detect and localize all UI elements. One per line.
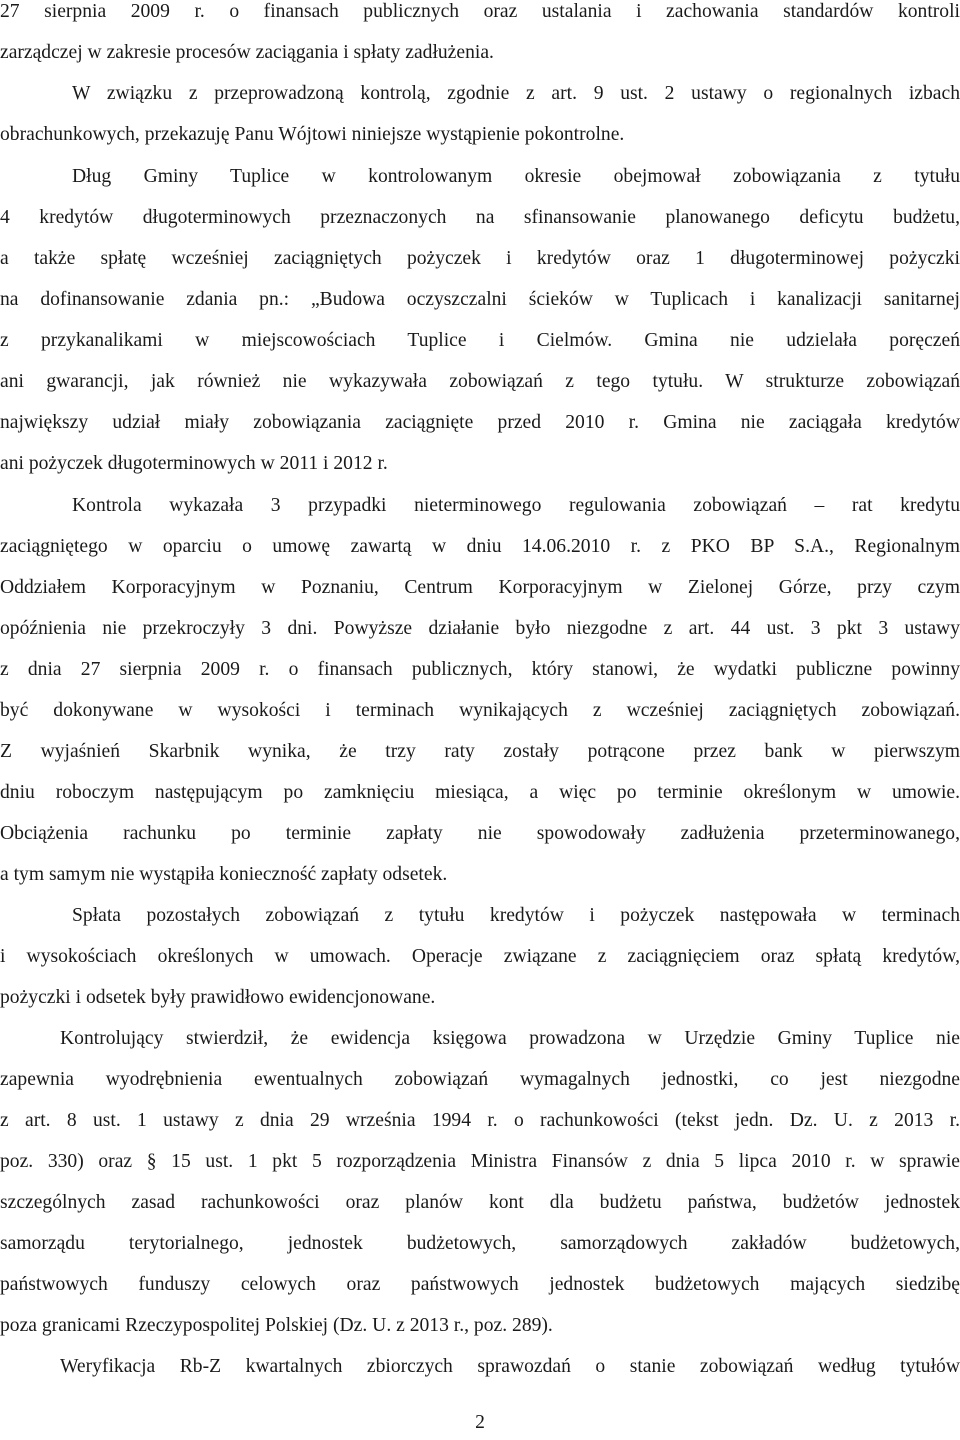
text-line: poz. 330) oraz § 15 ust. 1 pkt 5 rozporządzenia Ministra Finansów z dnia 5 lipca 2010 r. w sprawie [0, 1151, 960, 1172]
text-line: obrachunkowych, przekazuję Panu Wójtowi niniejsze wystąpienie pokontrolne. [0, 124, 625, 145]
text-line: szczególnych zasad rachunkowości oraz planów kont dla budżetu państwa, budżetów jednostek [0, 1192, 960, 1213]
text-line: 4 kredytów długoterminowych przeznaczonych na sfinansowanie planowanego deficytu budżetu, [0, 207, 960, 228]
text-line: W związku z przeprowadzoną kontrolą, zgodnie z art. 9 ust. 2 ustawy o regionalnych izbach [72, 83, 960, 104]
text-line: Weryfikacja Rb-Z kwartalnych zbiorczych sprawozdań o stanie zobowiązań według tytułów [60, 1356, 960, 1377]
text-line: samorządu terytorialnego, jednostek budżetowych, samorządowych zakładów budżetowych, [0, 1233, 960, 1254]
text-line: Kontrolujący stwierdził, że ewidencja księgowa prowadzona w Urzędzie Gminy Tuplice nie [60, 1028, 960, 1049]
text-line: na dofinansowanie zdania pn.: „Budowa oczyszczalni ścieków w Tuplicach i kanalizacji sanitarnej [0, 289, 960, 310]
text-line: największy udział miały zobowiązania zaciągnięte przed 2010 r. Gmina nie zaciągała kredytów [0, 412, 960, 433]
text-line: Z wyjaśnień Skarbnik wynika, że trzy raty zostały potrącone przez bank w pierwszym [0, 741, 960, 762]
text-line: i wysokościach określonych w umowach. Operacje związane z zaciągnięciem oraz spłatą kredytów, [0, 946, 960, 967]
text-line: Kontrola wykazała 3 przypadki nieterminowego regulowania zobowiązań – rat kredytu [72, 495, 960, 516]
text-line: opóźnienia nie przekroczyły 3 dni. Powyższe działanie było niezgodne z art. 44 ust. 3 pkt 3 ustawy [0, 618, 960, 639]
text-line: zapewnia wyodrębnienia ewentualnych zobowiązań wymagalnych jednostki, co jest niezgodne [0, 1069, 960, 1090]
page-number: 2 [475, 1412, 485, 1433]
text-line: ani gwarancji, jak również nie wykazywała zobowiązań z tego tytułu. W strukturze zobowiązań [0, 371, 960, 392]
text-line: pożyczki i odsetek były prawidłowo ewidencjonowane. [0, 987, 436, 1008]
text-line: z dnia 27 sierpnia 2009 r. o finansach publicznych, który stanowi, że wydatki publiczne powinny [0, 659, 960, 680]
text-line: z art. 8 ust. 1 ustawy z dnia 29 września 1994 r. o rachunkowości (tekst jedn. Dz. U. z 2013 r. [0, 1110, 960, 1131]
text-line: Oddziałem Korporacyjnym w Poznaniu, Centrum Korporacyjnym w Zielonej Górze, przy czym [0, 577, 960, 598]
text-line: zaciągniętego w oparciu o umowę zawartą w dniu 14.06.2010 r. z PKO BP S.A., Regionalnym [0, 536, 960, 557]
text-line: Obciążenia rachunku po terminie zapłaty nie spowodowały zadłużenia przeterminowanego, [0, 823, 960, 844]
text-line: państwowych funduszy celowych oraz państwowych jednostek budżetowych mających siedzibę [0, 1274, 960, 1295]
text-line: z przykanalikami w miejscowościach Tuplice i Cielmów. Gmina nie udzielała poręczeń [0, 330, 960, 351]
text-line: dniu roboczym następującym po zamknięciu miesiąca, a więc po terminie określonym w umowie. [0, 782, 960, 803]
text-line: a także spłatę wcześniej zaciągniętych pożyczek i kredytów oraz 1 długoterminowej pożyczki [0, 248, 960, 269]
text-line: poza granicami Rzeczypospolitej Polskiej (Dz. U. z 2013 r., poz. 289). [0, 1315, 553, 1336]
text-line: 27 sierpnia 2009 r. o finansach publicznych oraz ustalania i zachowania standardów kontroli [0, 1, 960, 22]
text-line: być dokonywane w wysokości i terminach wynikających z wcześniej zaciągniętych zobowiązań. [0, 700, 960, 721]
text-line: ani pożyczek długoterminowych w 2011 i 2012 r. [0, 453, 388, 474]
text-line: a tym samym nie wystąpiła konieczność zapłaty odsetek. [0, 864, 448, 885]
text-line: Dług Gminy Tuplice w kontrolowanym okresie obejmował zobowiązania z tytułu [72, 166, 960, 187]
text-line: Spłata pozostałych zobowiązań z tytułu kredytów i pożyczek następowała w terminach [72, 905, 960, 926]
text-line: zarządczej w zakresie procesów zaciągania i spłaty zadłużenia. [0, 42, 494, 63]
